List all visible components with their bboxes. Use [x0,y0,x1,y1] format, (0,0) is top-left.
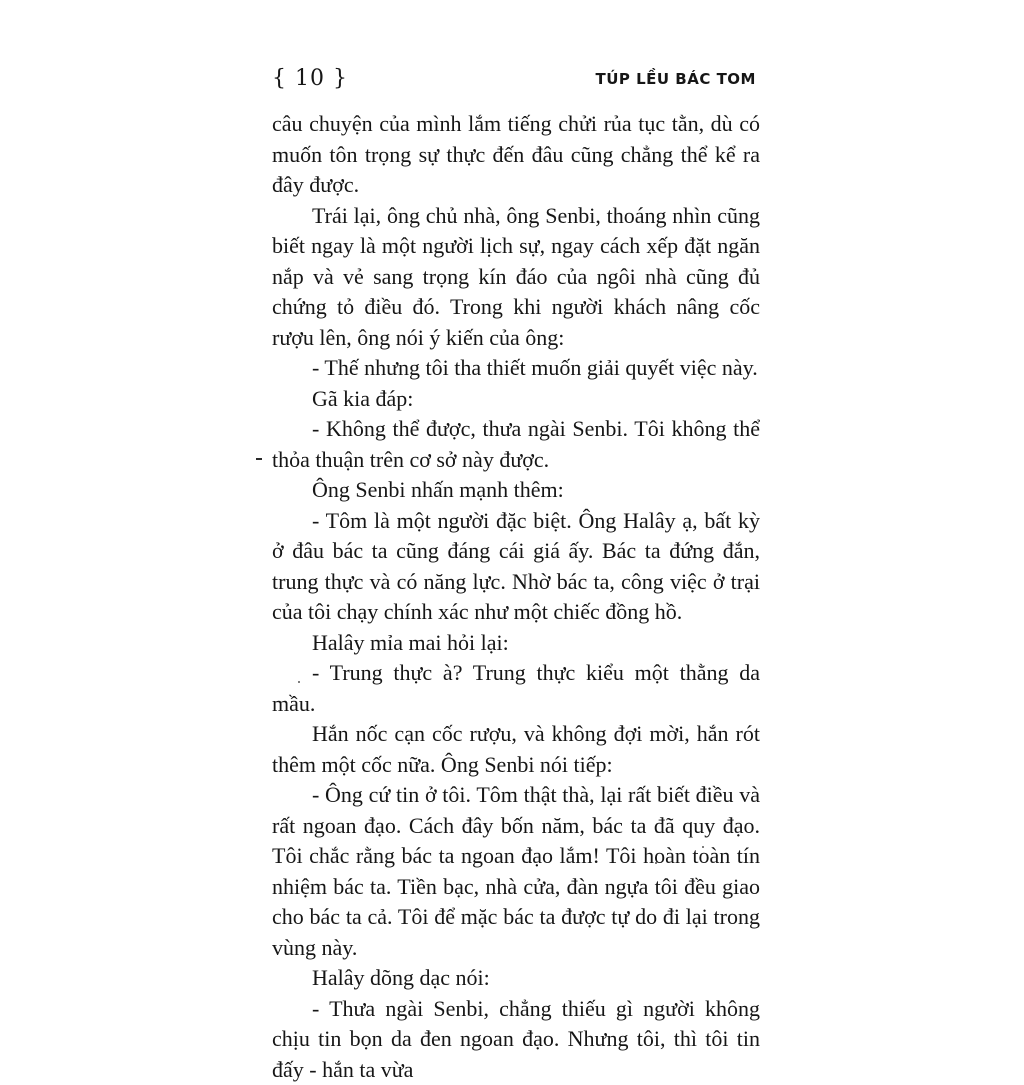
page-header [272,66,756,102]
paragraph: Hắn nốc cạn cốc rượu, và không đợi mời, hắn rót thêm một cốc nữa. Ông Senbi nói tiếp: [272,719,760,780]
body-text [272,109,760,1085]
running-title: TÚP LỀU BÁC TOM [595,70,756,88]
paragraph: Gã kia đáp: [272,384,760,415]
paragraph: Halây mỉa mai hỏi lại: [272,628,760,659]
paragraph: Trái lại, ông chủ nhà, ông Senbi, thoáng nhìn cũng biết ngay là một người lịch sự, ngay cách xếp đặt ngăn nắp và vẻ sang trọng kín đáo của ngôi nhà cũng đủ chứng tỏ điều đó. Trong khi người khách nâng cốc rượu lên, ông nói ý kiến của ông: [272,201,760,354]
paragraph: câu chuyện của mình lắm tiếng chửi rủa tục tằn, dù có muốn tôn trọng sự thực đến đâu cũng chẳng thể kể ra đây được. [272,109,760,201]
paragraph: - Tôm là một người đặc biệt. Ông Halây ạ, bất kỳ ở đâu bác ta cũng đáng cái giá ấy. Bác ta đứng đắn, trung thực và có năng lực. Nhờ bác ta, công việc ở trại của tôi chạy chính xác như một chiếc đồng hồ. [272,506,760,628]
paragraph: - Trung thực à? Trung thực kiểu một thằng da mầu. [272,658,760,719]
paragraph: - Không thể được, thưa ngài Senbi. Tôi không thể thỏa thuận trên cơ sở này được. [272,414,760,475]
paragraph: - Thưa ngài Senbi, chẳng thiếu gì người không chịu tin bọn da đen ngoan đạo. Nhưng tôi, thì tôi tin đấy - hắn ta vừa [272,994,760,1085]
paragraph: Halây dõng dạc nói: [272,963,760,994]
paragraph: - Ông cứ tin ở tôi. Tôm thật thà, lại rất biết điều và rất ngoan đạo. Cách đây bốn năm, bác ta đã quy đạo. Tôi chắc rằng bác ta ngoan đạo lắm! Tôi hoàn toàn tín nhiệm bác ta. Tiền bạc, nhà cửa, đàn ngựa tôi đều giao cho bác ta cả. Tôi để mặc bác ta được tự do đi lại trong vùng này. [272,780,760,963]
margin-mark [256,458,262,460]
paragraph: - Thế nhưng tôi tha thiết muốn giải quyết việc này. [272,353,760,384]
paragraph: Ông Senbi nhấn mạnh thêm: [272,475,760,506]
page-number: { 10 } [272,66,348,91]
